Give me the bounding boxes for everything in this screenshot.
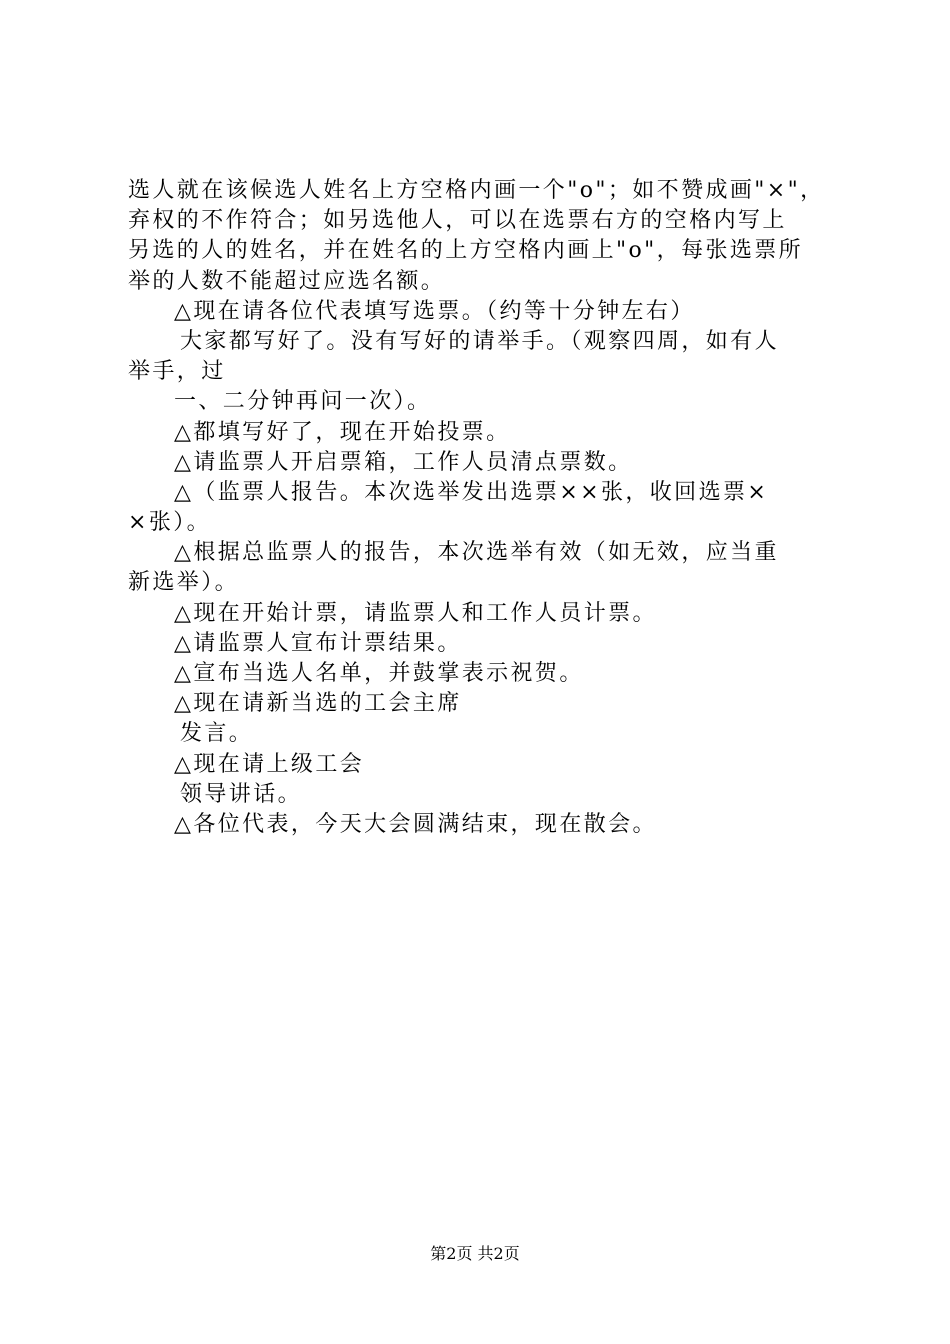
text-line: 发言。 — [180, 721, 254, 747]
text-line: △现在请各位代表填写选票。（约等十分钟左右） — [174, 298, 695, 324]
text-line: △请监票人宣布计票结果。 — [174, 630, 462, 656]
text-line: △各位代表，今天大会圆满结束，现在散会。 — [174, 811, 657, 837]
text-line: △（监票人报告。本次选举发出选票××张，收回选票× — [174, 479, 769, 505]
document-body — [128, 176, 838, 840]
text-line: 另选的人的姓名，并在姓名的上方空格内画上"o"，每张选票所 — [128, 238, 804, 264]
text-line: 一、二分钟再问一次）。 — [174, 389, 432, 415]
text-line: △请监票人开启票箱，工作人员清点票数。 — [174, 449, 633, 475]
text-line: △现在请上级工会 — [174, 751, 365, 777]
page-number-footer: 第2页 共2页 — [430, 1244, 520, 1263]
text-line: △现在开始计票，请监票人和工作人员计票。 — [174, 600, 657, 626]
text-line: 大家都写好了。没有写好的请举手。（观察四周，如有人 — [180, 328, 780, 354]
text-line: △现在请新当选的工会主席 — [174, 691, 462, 717]
text-line: 选人就在该候选人姓名上方空格内画一个"o"；如不赞成画"×"， — [128, 178, 825, 203]
text-line: 弃权的不作符合；如另选他人，可以在选票右方的空格内写上 — [128, 208, 787, 234]
text-line: △根据总监票人的报告，本次选举有效（如无效，应当重 — [174, 540, 779, 566]
text-line: △宣布当选人名单，并鼓掌表示祝贺。 — [174, 661, 584, 686]
text-line: 举的人数不能超过应选名额。 — [128, 268, 446, 294]
text-line: 新选举）。 — [128, 570, 240, 596]
text-line: 举手，过 — [128, 359, 226, 385]
text-line: ×张）。 — [128, 510, 212, 536]
text-line: △都填写好了，现在开始投票。 — [174, 419, 511, 445]
text-line: 领导讲话。 — [180, 781, 303, 807]
